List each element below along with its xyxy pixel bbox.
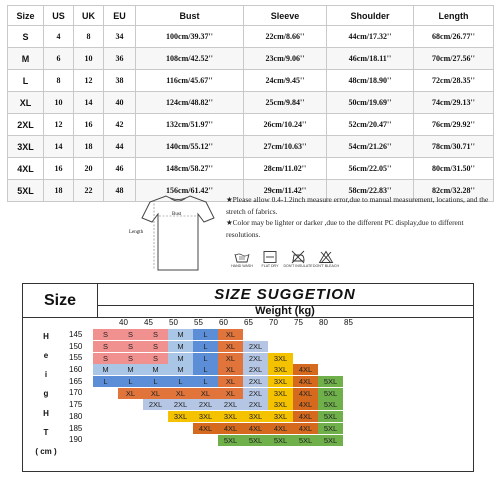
suggestion-cell: S xyxy=(93,341,118,352)
table-cell: 100cm/39.37'' xyxy=(136,26,244,48)
table-cell: 156cm/61.42'' xyxy=(136,180,244,202)
table-row xyxy=(8,26,494,48)
table-row xyxy=(8,92,494,114)
suggestion-cell: 4XL xyxy=(293,399,318,410)
table-row xyxy=(8,136,494,158)
height-letter: ( cm ) xyxy=(35,446,57,456)
suggestion-cell: 3XL xyxy=(268,353,293,364)
table-cell: 14 xyxy=(44,136,74,158)
height-value: 180 xyxy=(69,411,83,421)
height-value: 185 xyxy=(69,423,83,433)
table-cell: 52cm/20.47'' xyxy=(327,114,414,136)
suggestion-cell xyxy=(318,353,343,364)
table-cell: 56cm/22.05'' xyxy=(327,158,414,180)
suggestion-cell: S xyxy=(93,329,118,340)
suggestion-cell: 5XL xyxy=(318,423,343,434)
table-cell: 78cm/30.71'' xyxy=(414,136,494,158)
table-cell: 16 xyxy=(74,114,104,136)
suggestion-cell: 2XL xyxy=(193,399,218,410)
size-chart-body xyxy=(8,26,494,202)
table-cell: 74cm/29.13'' xyxy=(414,92,494,114)
table-cell: 36 xyxy=(104,48,136,70)
height-letter: H xyxy=(43,332,49,342)
suggestion-cell: 4XL xyxy=(193,423,218,434)
suggestion-cell: L xyxy=(168,376,193,387)
care-label-hand-wash: HAND WASH xyxy=(231,264,253,268)
height-value: 155 xyxy=(69,353,83,363)
table-cell: 4XL xyxy=(8,158,44,180)
suggestion-cell xyxy=(293,341,318,352)
suggestion-cell xyxy=(268,341,293,352)
table-cell: 4 xyxy=(44,26,74,48)
table-cell: 116cm/45.67'' xyxy=(136,70,244,92)
suggestion-row xyxy=(67,423,343,435)
table-cell: 12 xyxy=(44,114,74,136)
table-cell: 28cm/11.02'' xyxy=(244,158,327,180)
length-label: Length xyxy=(129,230,144,235)
table-cell: 42 xyxy=(104,114,136,136)
size-chart-header-bust: Bust xyxy=(136,6,244,26)
do-not-bleach-icon xyxy=(318,250,334,264)
suggestion-row xyxy=(67,329,343,341)
suggestion-cell: 2XL xyxy=(143,399,168,410)
suggestion-cell: S xyxy=(118,353,143,364)
suggestion-cell xyxy=(168,435,193,446)
table-row xyxy=(8,158,494,180)
suggestion-cell: 2XL xyxy=(243,399,268,410)
table-cell: 26cm/10.24'' xyxy=(244,114,327,136)
suggestion-cell xyxy=(293,329,318,340)
height-value: 170 xyxy=(69,388,83,398)
suggestion-cell: 5XL xyxy=(318,388,343,399)
suggestion-cell: XL xyxy=(218,329,243,340)
weight-header-cell: 75 xyxy=(294,318,303,327)
size-chart-header-row xyxy=(8,6,494,26)
suggestion-cell: S xyxy=(143,341,168,352)
table-cell: XL xyxy=(8,92,44,114)
suggestion-cell: 5XL xyxy=(268,435,293,446)
suggestion-cell: S xyxy=(118,329,143,340)
suggestion-cell: S xyxy=(143,353,168,364)
suggestion-row xyxy=(67,376,343,388)
weight-header-cell: 70 xyxy=(269,318,278,327)
height-value: 175 xyxy=(69,400,83,410)
suggestion-cell: XL xyxy=(193,388,218,399)
suggestion-cell: 3XL xyxy=(268,376,293,387)
table-cell: 23cm/9.06'' xyxy=(244,48,327,70)
weight-header-cell: 45 xyxy=(144,318,153,327)
suggestion-cell: 4XL xyxy=(218,423,243,434)
height-value: 165 xyxy=(69,376,83,386)
table-cell: 124cm/48.82'' xyxy=(136,92,244,114)
suggestion-cell: XL xyxy=(143,388,168,399)
table-cell: 2XL xyxy=(8,114,44,136)
suggestion-cell: 3XL xyxy=(268,364,293,375)
suggestion-cell: L xyxy=(193,353,218,364)
table-cell: 132cm/51.97'' xyxy=(136,114,244,136)
weight-header-cell: 60 xyxy=(219,318,228,327)
suggestion-cell: S xyxy=(93,353,118,364)
table-cell: 148cm/58.27'' xyxy=(136,158,244,180)
care-item-do-not-iron xyxy=(284,250,312,268)
suggestion-cell xyxy=(93,411,118,422)
suggestion-cell: 3XL xyxy=(268,411,293,422)
suggestion-cell: L xyxy=(193,376,218,387)
suggestion-cell: L xyxy=(193,364,218,375)
suggestion-cell: 5XL xyxy=(218,435,243,446)
suggestion-cell: XL xyxy=(218,341,243,352)
suggestion-cell: 2XL xyxy=(243,364,268,375)
suggestion-cell xyxy=(318,341,343,352)
suggestion-cell: 5XL xyxy=(293,435,318,446)
suggestion-cell: M xyxy=(118,364,143,375)
table-cell: 44cm/17.32'' xyxy=(327,26,414,48)
suggestion-cell xyxy=(93,423,118,434)
suggestion-row xyxy=(67,434,343,446)
table-cell: 80cm/31.50'' xyxy=(414,158,494,180)
suggestion-cell: 4XL xyxy=(268,423,293,434)
height-value: 150 xyxy=(69,341,83,351)
suggestion-cell xyxy=(318,364,343,375)
care-label-do-not-bleach: DON'T BLEACH xyxy=(312,264,340,268)
suggestion-cell: M xyxy=(168,364,193,375)
suggestion-cell xyxy=(93,399,118,410)
suggestion-row xyxy=(67,341,343,353)
table-cell: 38 xyxy=(104,70,136,92)
grid-title: SIZE SUGGETION xyxy=(97,284,473,306)
table-cell: 140cm/55.12'' xyxy=(136,136,244,158)
table-cell: 14 xyxy=(74,92,104,114)
height-letter: i xyxy=(44,370,48,380)
care-item-flat-dry xyxy=(256,250,284,268)
grid-size-label: Size xyxy=(23,284,98,318)
suggestion-cell: M xyxy=(143,364,168,375)
suggestion-cell: 4XL xyxy=(293,364,318,375)
suggestion-rows xyxy=(67,329,343,446)
suggestion-cell: XL xyxy=(168,388,193,399)
table-cell: 20 xyxy=(74,158,104,180)
suggestion-cell: S xyxy=(118,341,143,352)
care-item-hand-wash xyxy=(228,250,256,268)
suggestion-cell xyxy=(143,435,168,446)
table-cell: 5XL xyxy=(8,180,44,202)
height-value: 145 xyxy=(69,330,83,339)
suggestion-cell: 4XL xyxy=(293,376,318,387)
table-cell: 3XL xyxy=(8,136,44,158)
height-letter: H xyxy=(43,408,49,418)
table-cell: 76cm/29.92'' xyxy=(414,114,494,136)
weight-header-cell: 40 xyxy=(119,318,128,327)
suggestion-cell xyxy=(168,423,193,434)
suggestion-cell: 3XL xyxy=(268,399,293,410)
table-cell: 10 xyxy=(44,92,74,114)
table-cell: 18 xyxy=(74,136,104,158)
size-chart-header-length: Length xyxy=(414,6,494,26)
suggestion-cell: L xyxy=(93,376,118,387)
weight-header-cell: 55 xyxy=(194,318,203,327)
table-cell: S xyxy=(8,26,44,48)
suggestion-cell: XL xyxy=(218,353,243,364)
suggestion-cell: 3XL xyxy=(218,411,243,422)
size-chart-table xyxy=(7,5,494,202)
size-chart-header-uk: UK xyxy=(74,6,104,26)
suggestion-cell xyxy=(143,411,168,422)
size-chart-header-eu: EU xyxy=(104,6,136,26)
table-cell: 12 xyxy=(74,70,104,92)
table-row xyxy=(8,48,494,70)
suggestion-row xyxy=(67,399,343,411)
flat-dry-icon xyxy=(262,250,278,264)
suggestion-cell: M xyxy=(168,353,193,364)
care-icons-row xyxy=(228,250,340,268)
suggestion-cell: S xyxy=(143,329,168,340)
table-cell: 48cm/18.90'' xyxy=(327,70,414,92)
suggestion-cell xyxy=(243,329,268,340)
suggestion-cell: 5XL xyxy=(243,435,268,446)
suggestion-cell: 5XL xyxy=(318,411,343,422)
weight-header-row xyxy=(111,317,361,328)
suggestion-cell: XL xyxy=(218,388,243,399)
table-cell: 44 xyxy=(104,136,136,158)
note-color-difference: ★Color may be lighter or darker ,due to the different PC display,due to different resolutions. xyxy=(226,218,464,239)
height-value: 190 xyxy=(69,435,83,445)
suggestion-cell: 2XL xyxy=(218,399,243,410)
table-cell: 8 xyxy=(44,70,74,92)
table-cell: 108cm/42.52'' xyxy=(136,48,244,70)
size-chart-header-shoulder: Shoulder xyxy=(327,6,414,26)
table-cell: L xyxy=(8,70,44,92)
height-axis-letters xyxy=(23,317,69,471)
suggestion-cell: 5XL xyxy=(318,376,343,387)
table-cell: 6 xyxy=(44,48,74,70)
suggestion-cell: 3XL xyxy=(168,411,193,422)
table-cell: 22 xyxy=(74,180,104,202)
table-cell: 72cm/28.35'' xyxy=(414,70,494,92)
height-letter: e xyxy=(43,351,49,361)
table-cell: 68cm/26.77'' xyxy=(414,26,494,48)
height-letter: g xyxy=(43,389,49,399)
suggestion-cell: 2XL xyxy=(243,341,268,352)
suggestion-cell xyxy=(118,435,143,446)
suggestion-cell: XL xyxy=(218,376,243,387)
table-cell: 10 xyxy=(74,48,104,70)
suggestion-cell: XL xyxy=(218,364,243,375)
suggestion-cell: 4XL xyxy=(293,423,318,434)
table-cell: 48 xyxy=(104,180,136,202)
suggestion-cell: M xyxy=(168,329,193,340)
table-cell: 24cm/9.45'' xyxy=(244,70,327,92)
suggestion-cell: 3XL xyxy=(268,388,293,399)
suggestion-cell: L xyxy=(193,341,218,352)
suggestion-row xyxy=(67,411,343,423)
suggestion-cell: 5XL xyxy=(318,435,343,446)
do-not-iron-icon xyxy=(290,250,306,264)
suggestion-row xyxy=(67,364,343,376)
table-cell: 8 xyxy=(74,26,104,48)
suggestion-cell xyxy=(93,388,118,399)
hand-wash-icon xyxy=(234,250,250,264)
size-chart-header-size: Size xyxy=(8,6,44,26)
suggestion-cell: 3XL xyxy=(193,411,218,422)
weight-header-cell: 80 xyxy=(319,318,328,327)
suggestion-cell xyxy=(318,329,343,340)
table-row xyxy=(8,70,494,92)
care-label-flat-dry: FLAT DRY xyxy=(261,264,279,268)
suggestion-cell: 5XL xyxy=(318,399,343,410)
suggestion-cell: 2XL xyxy=(243,376,268,387)
suggestion-cell xyxy=(143,423,168,434)
weight-header-cell: 50 xyxy=(169,318,178,327)
size-chart-header-sleeve: Sleeve xyxy=(244,6,327,26)
table-cell: 29cm/11.42'' xyxy=(244,180,327,202)
suggestion-cell: 4XL xyxy=(243,423,268,434)
suggestion-cell: 2XL xyxy=(168,399,193,410)
table-cell: 18 xyxy=(44,180,74,202)
suggestion-cell: L xyxy=(118,376,143,387)
suggestion-cell: 3XL xyxy=(243,411,268,422)
table-cell: 58cm/22.83'' xyxy=(327,180,414,202)
weight-header-cell: 85 xyxy=(344,318,353,327)
table-row xyxy=(8,114,494,136)
table-cell: 82cm/32.28'' xyxy=(414,180,494,202)
size-suggestion-grid xyxy=(22,283,474,472)
table-cell: 40 xyxy=(104,92,136,114)
suggestion-cell xyxy=(193,435,218,446)
care-item-do-not-bleach xyxy=(312,250,340,268)
table-cell: 25cm/9.84'' xyxy=(244,92,327,114)
table-cell: 22cm/8.66'' xyxy=(244,26,327,48)
suggestion-cell xyxy=(118,399,143,410)
note-measure-error: ★Please allow 0.4-1.2inch measure error,due to manual measurement, locations, and the stretch of fabrics. xyxy=(226,195,489,216)
suggestion-cell xyxy=(118,411,143,422)
height-letter: T xyxy=(43,427,49,437)
table-cell: 34 xyxy=(104,26,136,48)
bust-label: Bust xyxy=(172,212,182,217)
table-cell: 50cm/19.69'' xyxy=(327,92,414,114)
suggestion-row xyxy=(67,352,343,364)
table-cell: 16 xyxy=(44,158,74,180)
suggestion-cell: 4XL xyxy=(293,411,318,422)
suggestion-cell: M xyxy=(93,364,118,375)
suggestion-cell: 2XL xyxy=(243,388,268,399)
measurement-notes xyxy=(226,194,492,240)
table-cell: 46 xyxy=(104,158,136,180)
care-label-do-not-iron: DON'T INSULATE xyxy=(283,264,313,268)
suggestion-cell: L xyxy=(193,329,218,340)
suggestion-cell xyxy=(268,329,293,340)
suggestion-cell: XL xyxy=(118,388,143,399)
size-chart-header-us: US xyxy=(44,6,74,26)
suggestion-cell: 4XL xyxy=(293,388,318,399)
table-cell: 46cm/18.11'' xyxy=(327,48,414,70)
table-cell: M xyxy=(8,48,44,70)
suggestion-cell xyxy=(93,435,118,446)
tshirt-measure-diagram xyxy=(128,190,228,276)
suggestion-cell: M xyxy=(168,341,193,352)
table-cell: 27cm/10.63'' xyxy=(244,136,327,158)
suggestion-cell: L xyxy=(143,376,168,387)
suggestion-cell xyxy=(293,353,318,364)
height-value: 160 xyxy=(69,365,83,375)
suggestion-cell: 2XL xyxy=(243,353,268,364)
suggestion-cell xyxy=(118,423,143,434)
table-cell: 70cm/27.56'' xyxy=(414,48,494,70)
suggestion-row xyxy=(67,387,343,399)
grid-weight-label: Weight (kg) xyxy=(97,305,473,318)
weight-header-cell: 65 xyxy=(244,318,253,327)
table-cell: 54cm/21.26'' xyxy=(327,136,414,158)
